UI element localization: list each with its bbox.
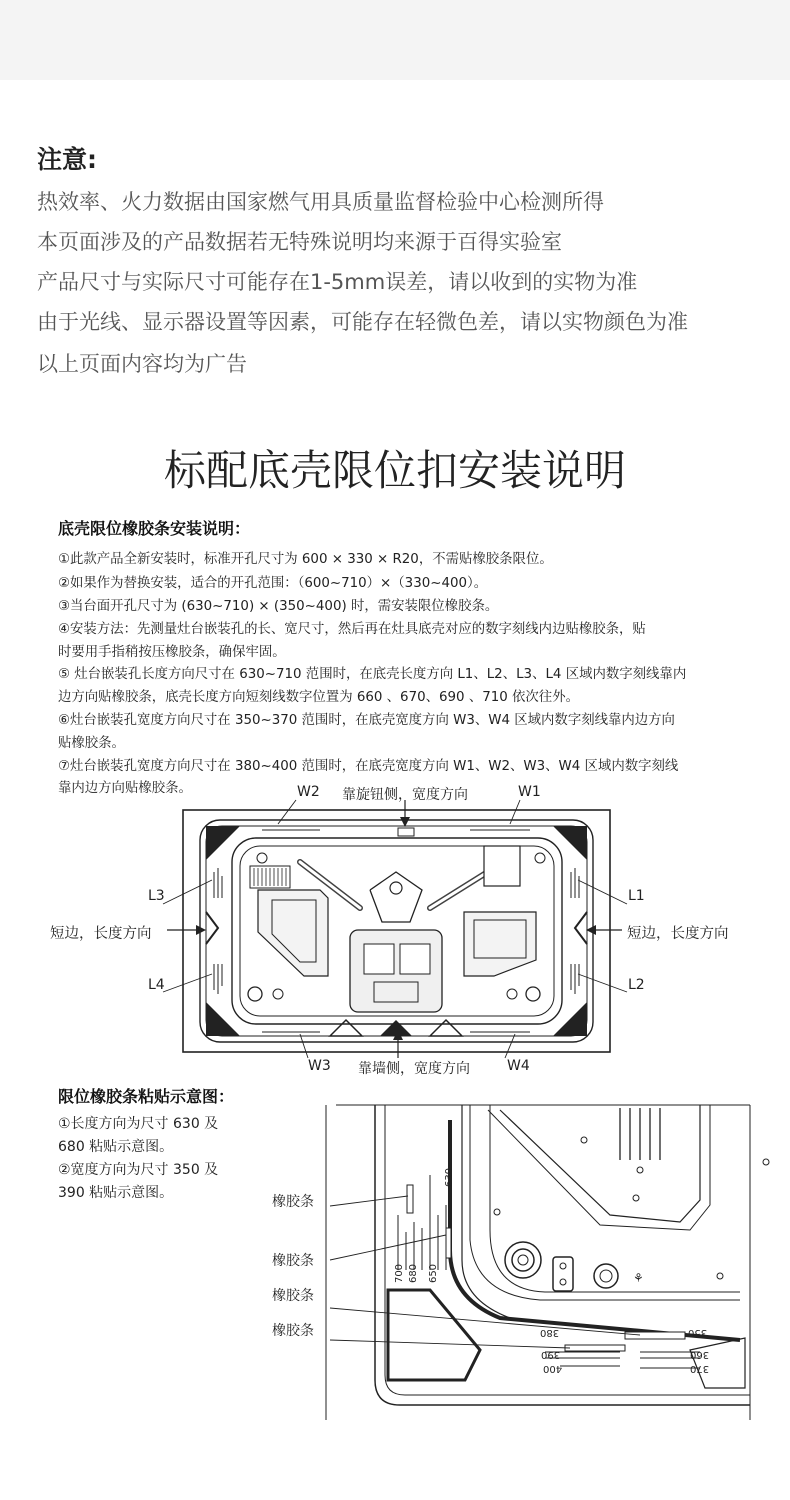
dim-380: 380 <box>540 1327 560 1338</box>
label-w2: W2 <box>297 784 320 800</box>
label-wall-side: 靠墙侧，宽度方向 <box>358 1061 470 1077</box>
notice-title: 注意: <box>37 145 97 174</box>
install-line: 时要用手指稍按压橡胶条，确保牢固。 <box>58 645 286 660</box>
label-w1: W1 <box>518 784 541 800</box>
install-line: ⑦灶台嵌装孔宽度方向尺寸在 380~400 范围时，在底壳宽度方向 W1、W2、W3、W4 区域内数字刻线 <box>58 759 679 774</box>
dim-350: 350 <box>688 1327 708 1338</box>
install-line: 贴橡胶条。 <box>58 736 125 751</box>
top-gray-bar <box>0 0 790 80</box>
label-w3: W3 <box>308 1058 331 1074</box>
install-line: ①此款产品全新安装时，标准开孔尺寸为 600 × 330 × R20，不需贴橡胶条限位。 <box>58 552 553 567</box>
sticker-line: ①长度方向为尺寸 630 及 <box>58 1116 219 1132</box>
rubber-strip-label: 橡胶条 <box>272 1323 314 1339</box>
rubber-strip-label: 橡胶条 <box>272 1194 314 1210</box>
dim-650: 650 <box>428 1263 440 1284</box>
notice-line: 由于光线、显示器设置等因素，可能存在轻微色差，请以实物颜色为准 <box>37 310 688 334</box>
install-line: 边方向贴橡胶条，底壳长度方向短刻线数字位置为 660 、670、690 、710 依次往外。 <box>58 690 579 705</box>
dim-390: 390 <box>541 1349 561 1360</box>
install-line: ④安装方法：先测量灶台嵌装孔的长、宽尺寸，然后再在灶具底壳对应的数字刻线内边贴橡胶条，贴 <box>58 622 646 637</box>
dim-400: 400 <box>543 1363 563 1374</box>
label-l3: L3 <box>148 888 165 904</box>
dim-360: 360 <box>690 1349 710 1360</box>
sticker-section-title: 限位橡胶条粘贴示意图： <box>58 1087 235 1106</box>
dim-370: 370 <box>690 1363 710 1374</box>
dim-630: 630 <box>444 1167 456 1188</box>
sticker-line: 680 粘贴示意图。 <box>58 1139 174 1155</box>
rubber-strip-label: 橡胶条 <box>272 1288 314 1304</box>
sticker-line: 390 粘贴示意图。 <box>58 1185 174 1201</box>
svg-text:⚘: ⚘ <box>633 1271 644 1285</box>
notice-line: 以上页面内容均为广告 <box>37 352 247 376</box>
notice-line: 热效率、火力数据由国家燃气用具质量监督检验中心检测所得 <box>37 190 604 214</box>
install-line: ③当台面开孔尺寸为 (630~710) × (350~400) 时，需安装限位橡胶条。 <box>58 599 499 614</box>
install-line: ⑥灶台嵌装孔宽度方向尺寸在 350~370 范围时，在底壳宽度方向 W3、W4 区域内数字刻线靠内边方向 <box>58 713 675 728</box>
page-title: 标配底壳限位扣安装说明 <box>163 446 626 495</box>
dim-700: 700 <box>394 1263 406 1284</box>
sticker-line: ②宽度方向为尺寸 350 及 <box>58 1162 219 1178</box>
install-line: 靠内边方向贴橡胶条。 <box>58 781 192 796</box>
notice-line: 产品尺寸与实际尺寸可能存在1-5mm误差，请以收到的实物为准 <box>37 270 638 294</box>
label-short-side-right: 短边，长度方向 <box>627 926 729 942</box>
notice-line: 本页面涉及的产品数据若无特殊说明均来源于百得实验室 <box>37 230 562 254</box>
rubber-strip-label: 橡胶条 <box>272 1253 314 1269</box>
install-line: ②如果作为替换安装，适合的开孔范围：（600~710）×（330~400）。 <box>58 576 488 591</box>
dim-680: 680 <box>408 1263 420 1284</box>
label-w4: W4 <box>507 1058 530 1074</box>
label-knob-side: 靠旋钮侧，宽度方向 <box>342 787 468 803</box>
install-section-title: 底壳限位橡胶条安装说明： <box>58 519 251 538</box>
label-short-side-left: 短边，长度方向 <box>50 926 152 942</box>
label-l4: L4 <box>148 977 165 993</box>
install-line: ⑤ 灶台嵌装孔长度方向尺寸在 630~710 范围时，在底壳长度方向 L1、L2、L3、L4 区域内数字刻线靠内 <box>58 667 687 682</box>
label-l2: L2 <box>628 977 645 993</box>
label-l1: L1 <box>628 888 645 904</box>
